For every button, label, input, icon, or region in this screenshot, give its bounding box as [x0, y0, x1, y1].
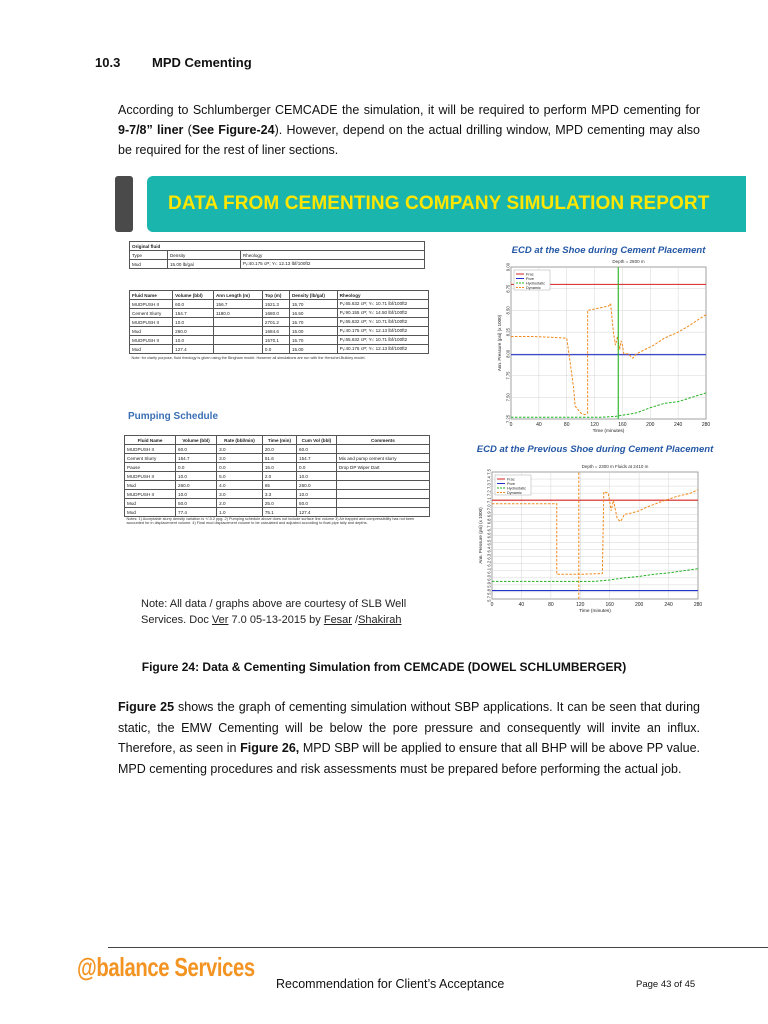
table-header-cell: Comments: [336, 436, 429, 445]
intro-text-3: ). However, depend on the actual drilling window, MPD cementing may also be required for the rest of liner sections.: [118, 123, 700, 157]
table-cell: 1684.6: [262, 327, 289, 336]
y-tick-label: 7.0: [486, 504, 492, 511]
section-heading: [95, 55, 252, 70]
y-tick-label: 6.2: [486, 560, 492, 567]
table-cell: 10.0: [173, 336, 214, 345]
table-cell: 25.0: [262, 499, 296, 508]
y-tick-label: 7.50: [505, 393, 511, 402]
footer-title: Recommendation for Client’s Acceptance: [276, 977, 505, 991]
table-cell: Drop DP Wiper Dart: [336, 463, 429, 472]
table-header-cell: Volume (bbl): [173, 291, 214, 300]
table-header-cell: Ann Length (m): [213, 291, 262, 300]
table-cell: 3.0: [217, 445, 263, 454]
table-cell: 260.0: [173, 327, 214, 336]
table-cell: 20.0: [262, 445, 296, 454]
pumping-schedule-table: [124, 435, 430, 525]
table-header-cell: Rate (bbl/min): [217, 436, 263, 445]
table-cell: 1521.3: [262, 300, 289, 309]
y-tick-label: 7.2: [486, 490, 492, 497]
x-tick-label: 200: [634, 602, 644, 608]
table-cell: Mud: [125, 508, 176, 517]
table-row: [125, 499, 430, 508]
y-tick-label: 6.8: [486, 518, 492, 525]
table-cell: Cement Slurry: [125, 454, 176, 463]
table-cell: Pᵥ:65.632 cP; Yₜ: 10.71 lbf/100ft2: [337, 336, 428, 345]
table-row: [125, 472, 430, 481]
chart-subtitle: Depth = 2300 m Fluids at 2410 m: [581, 464, 649, 469]
x-tick-label: 40: [536, 422, 542, 428]
x-axis-label: Time (minutes): [579, 609, 611, 614]
table-cell: [336, 445, 429, 454]
table-row: [130, 336, 429, 345]
y-tick-label: 6.0: [486, 574, 492, 581]
table-row: [125, 454, 430, 463]
y-tick-label: 6.3: [486, 553, 492, 560]
y-tick-label: 7.25: [505, 414, 511, 424]
table-cell: 60.0: [176, 445, 217, 454]
table-cell: [336, 490, 429, 499]
table-cell: 16.50: [289, 309, 337, 318]
table-cell: MUDPUSH II: [130, 336, 173, 345]
x-tick-label: 120: [590, 422, 599, 428]
courtesy-note: [141, 596, 406, 628]
x-tick-label: 160: [605, 602, 614, 608]
table-cell: Pᵥ:40.175 cP; Yₜ: 12.13 lbf/100ft2: [337, 327, 428, 336]
table-cell: Pᵥ:40.175 cP; Yₜ: 12.13 lbf/100ft2: [240, 260, 424, 269]
y-tick-label: 7.3: [486, 483, 492, 490]
table-cell: 10.0: [176, 490, 217, 499]
table-cell: 65: [262, 481, 296, 490]
y-tick-label: 5.9: [486, 581, 492, 588]
legend-label: Dynamic: [507, 490, 522, 495]
table-cell: 3.3: [262, 490, 296, 499]
courtesy-version: Ver: [211, 614, 229, 626]
courtesy-author-2: Shakirah: [358, 614, 402, 626]
table-header-cell: Rheology: [240, 251, 424, 260]
legend-label: Pore: [526, 276, 535, 281]
table-header-cell: Type: [130, 251, 168, 260]
body-bold-2: Figure 26,: [240, 741, 300, 755]
table-cell: 1.0: [217, 508, 263, 517]
intro-text-1: According to Schlumberger CEMCADE the simulation, it will be required to perform MPD cementing for: [118, 103, 700, 117]
table-cell: 0.0: [217, 463, 263, 472]
table-header-cell: Time (min): [262, 436, 296, 445]
table-cell: [336, 508, 429, 517]
table-cell: 10.0: [297, 472, 337, 481]
table-cell: 3.0: [217, 490, 263, 499]
table-cell: 2701.2: [262, 318, 289, 327]
x-tick-label: 80: [563, 422, 570, 428]
x-tick-label: 280: [693, 602, 703, 608]
table-header-cell: Rheology: [337, 291, 428, 300]
y-tick-label: 7.5: [486, 469, 492, 475]
section-number: 10.3: [95, 55, 121, 70]
table-row: [125, 490, 430, 499]
table-cell: 15.70: [289, 318, 337, 327]
y-tick-label: 5.7: [486, 596, 492, 602]
y-tick-label: 8.00: [505, 349, 511, 358]
table-cell: 2.0: [262, 472, 296, 481]
section-title: MPD Cementing: [152, 55, 252, 70]
table-cell: 15.70: [289, 336, 337, 345]
y-tick-label: 6.7: [486, 525, 492, 532]
y-axis-label: Ann. Pressure (psi) (x 1000): [497, 314, 502, 372]
table-cell: Mud: [130, 260, 168, 269]
table-cell: 10.0: [176, 472, 217, 481]
table-cell: [336, 472, 429, 481]
courtesy-text: Services. Doc: [141, 614, 212, 626]
table-row: [125, 445, 430, 454]
page-number: Page 43 of 45: [636, 979, 696, 990]
table-cell: 2.0: [217, 499, 263, 508]
table-cell: 10.0: [173, 318, 214, 327]
x-tick-label: 0: [509, 422, 513, 428]
table-cell: MUDPUSH II: [130, 300, 173, 309]
table-cell: 4.0: [217, 481, 263, 490]
table-cell: 3.0: [217, 454, 263, 463]
y-tick-label: 6.5: [486, 539, 492, 546]
intro-bold-1: 9-7/8” liner: [118, 123, 184, 137]
table-cell: 0.0: [262, 345, 289, 354]
ecd-shoe-chart: [492, 240, 754, 440]
table-header-cell: Top (m): [262, 291, 289, 300]
y-tick-label: 8.75: [505, 284, 511, 293]
table-cell: Mud: [130, 327, 173, 336]
table-cell: 260.0: [297, 481, 337, 490]
body-text-2: MPD SBP will be applied to ensure that all BHP will be above PP value. MPD cementing procedures and risk assessments must be prepared before performing the actual job.: [118, 741, 700, 776]
table-cell: 15.00 lb/gal: [167, 260, 240, 269]
table-cell: 260.0: [176, 481, 217, 490]
table-cell: 154.7: [173, 309, 214, 318]
legend-label: Frac: [507, 477, 515, 482]
pumping-schedule-title: Pumping Schedule: [128, 411, 219, 422]
table-cell: MUDPUSH II: [125, 445, 176, 454]
table-cell: 15.00: [289, 327, 337, 336]
banner-title: DATA FROM CEMENTING COMPANY SIMULATION REPORT: [168, 193, 710, 214]
x-tick-label: 160: [618, 422, 627, 428]
table-header-cell: Density (lb/gal): [289, 291, 337, 300]
courtesy-author-1: Fesar: [323, 614, 352, 626]
table-row: [130, 309, 429, 318]
table-note: Notes: 1) Acceptable slurry density variation is +/-0.2 ppg. 2) Pumping schedule above does not include surface line volume 3) Air trapped and compressibility has not been accounted for in displacement volume. 4) Final mud displacement volume to be calculated and adjusted according to float pipe tally and depths.: [126, 517, 415, 525]
table-row: [125, 481, 430, 490]
legend-label: Pore: [507, 481, 516, 486]
table-header-cell: Fluid Name: [125, 436, 176, 445]
table-header-cell: Fluid Name: [130, 291, 173, 300]
table-cell: 154.7: [297, 454, 337, 463]
table-cell: 0.0: [297, 463, 337, 472]
courtesy-line-1: Note: All data / graphs above are courtesy of SLB Well: [141, 598, 407, 610]
table-cell: Mix and pump cement slurry: [336, 454, 429, 463]
y-tick-label: 6.1: [486, 567, 492, 574]
table-cell: MUDPUSH II: [130, 318, 173, 327]
fluid-table: [129, 290, 429, 362]
y-tick-label: 6.9: [486, 511, 492, 518]
footer-divider: [108, 947, 768, 948]
y-tick-label: 8.25: [505, 328, 511, 337]
table-cell: 50.0: [297, 499, 337, 508]
table-row: [130, 318, 429, 327]
x-tick-label: 240: [664, 602, 673, 608]
intro-paragraph: [118, 100, 700, 160]
table-cell: [213, 336, 262, 345]
intro-text-2: (: [183, 123, 192, 137]
table-cell: 60.0: [297, 445, 337, 454]
table-row: [125, 508, 430, 517]
table-cell: 51.6: [262, 454, 296, 463]
figure-caption: Figure 24: Data & Cementing Simulation from CEMCADE (DOWEL SCHLUMBERGER): [141, 660, 627, 674]
table-cell: 15.00: [289, 345, 337, 354]
table-cell: Pᵥ:65.632 cP; Yₜ: 10.71 lbf/100ft2: [337, 300, 428, 309]
x-tick-label: 280: [701, 422, 711, 428]
table-cell: 127.4: [173, 345, 214, 354]
x-tick-label: 40: [518, 602, 525, 608]
table-cell: [336, 481, 429, 490]
table-cell: Pᵥ:40.175 cP; Yₜ: 12.13 lbf/100ft2: [337, 345, 428, 354]
table-cell: 15.70: [289, 300, 337, 309]
intro-bold-2: See Figure-24: [191, 123, 275, 137]
y-tick-label: 7.75: [505, 371, 511, 380]
company-logo: @balance Services: [77, 952, 255, 982]
chart-title: ECD at the Previous Shoe during Cement Placement: [476, 444, 714, 455]
table-cell: 50.0: [176, 499, 217, 508]
y-tick-label: 5.8: [486, 589, 492, 595]
table-cell: 77.4: [176, 508, 217, 517]
table-header-cell: Volume (bbl): [176, 436, 217, 445]
x-tick-label: 80: [548, 602, 554, 608]
legend-label: Dynamic: [526, 285, 541, 290]
table-cell: 10.0: [297, 490, 337, 499]
courtesy-text: 7.0 05-13-2015 by: [228, 614, 324, 626]
table-row: [125, 463, 430, 472]
table-note: Note: for clarity purpose, fluid rheology is given using the Bingham model. However all simulations are run with the Herschel-Bulkley model.: [131, 356, 366, 360]
table-cell: Pᵥ:65.632 cP; Yₜ: 10.71 lbf/100ft2: [337, 318, 428, 327]
table-cell: [213, 318, 262, 327]
x-tick-label: 200: [646, 422, 655, 428]
table-cell: MUDPUSH II: [125, 490, 176, 499]
table-cell: 1680.0: [262, 309, 289, 318]
original-fluid-table: [129, 241, 425, 269]
table-cell: [336, 499, 429, 508]
chart-title: ECD at the Shoe during Cement Placement: [511, 245, 706, 256]
banner-tab: [115, 176, 133, 232]
table-row: [130, 327, 429, 336]
table-cell: 15.0: [262, 463, 296, 472]
x-tick-label: 120: [576, 602, 585, 608]
table-cell: Pᵥ:90.155 cP; Yₜ: 14.50 lbf/100ft2: [337, 309, 428, 318]
y-tick-label: 7.1: [486, 497, 492, 504]
table-cell: MUDPUSH II: [125, 472, 176, 481]
table-cell: 0.0: [176, 463, 217, 472]
table-row: [130, 300, 429, 309]
table-cell: Mud: [130, 345, 173, 354]
table-cell: 60.0: [173, 300, 214, 309]
table-cell: [213, 345, 262, 354]
banner: [147, 176, 746, 232]
y-tick-label: 6.6: [486, 532, 492, 539]
table-cell: Mud: [125, 499, 176, 508]
y-tick-label: 8.50: [505, 306, 511, 315]
courtesy-line-2: [141, 612, 406, 628]
courtesy-text: /: [351, 614, 359, 626]
table-cell: [213, 327, 262, 336]
body-bold-1: Figure 25: [118, 700, 175, 714]
y-tick-label: 6.4: [486, 546, 492, 553]
table-header-cell: Density: [167, 251, 240, 260]
table-cell: Pause: [125, 463, 176, 472]
original-fluid-header: Original fluid: [130, 242, 425, 251]
table-cell: 127.4: [297, 508, 337, 517]
table-row: [130, 345, 429, 354]
table-cell: 1180.0: [213, 309, 262, 318]
table-cell: Cement Slurry: [130, 309, 173, 318]
table-cell: 154.7: [176, 454, 217, 463]
legend-label: Hydrostatic: [507, 486, 526, 491]
ecd-previous-shoe-chart: [476, 440, 754, 620]
y-tick-label: 9.00: [505, 262, 511, 272]
legend-label: Frac: [526, 272, 534, 277]
table-cell: 156.7: [213, 300, 262, 309]
legend-label: Hydrostatic: [526, 281, 545, 286]
table-cell: 1570.1: [262, 336, 289, 345]
chart-subtitle: Depth = 2800 m: [612, 259, 645, 264]
x-axis-label: Time (minutes): [592, 429, 625, 434]
table-cell: 5.0: [217, 472, 263, 481]
table-header-cell: Cum Vol (bbl): [297, 436, 337, 445]
table-cell: 75.1: [262, 508, 296, 517]
table-cell: Mud: [125, 481, 176, 490]
body-paragraph: [118, 697, 700, 779]
body-text-1: shows the graph of cementing simulation without SBP applications. It can be seen that during static, the EMW Cementing will be below the pore pressure and consequently will invite an influx. Therefore, as seen in: [118, 700, 700, 755]
x-tick-label: 240: [673, 422, 683, 428]
y-axis-label: Ann. Pressure (psi) (x 1000): [478, 507, 483, 564]
x-tick-label: 0: [490, 602, 494, 608]
y-tick-label: 7.4: [486, 476, 492, 482]
